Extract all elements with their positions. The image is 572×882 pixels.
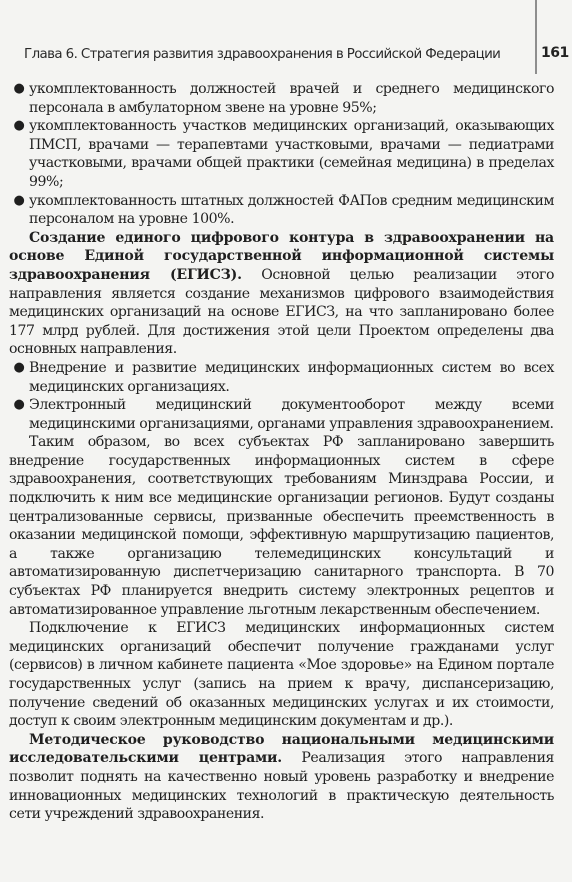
- section-text: Основной целью реализации этого направления является создание механизмов цифрового взаимодействия медицинских организаций на основе ЕГИСЗ, на что запланировано более 177 млрд рублей. Для достижения этой цели Проектом определены два основных направления.: [9, 266, 555, 358]
- list-item: [9, 117, 554, 191]
- header-divider: [535, 0, 537, 74]
- list-item: [9, 192, 554, 229]
- page-number: 161: [541, 45, 569, 61]
- bullet-icon: ●: [13, 118, 25, 134]
- section-paragraph-egisz: [9, 229, 554, 359]
- bullet-icon: ●: [13, 359, 25, 375]
- list-item-text: укомплектованность должностей врачей и среднего медицинского персонала в амбулаторном звене на уровне 95%;: [29, 81, 554, 116]
- list-item-text: Электронный медицинский документооборот между всеми медицинскими организациями, органами управления здравоохранением.: [29, 397, 554, 432]
- section-paragraph-research-centers: [9, 731, 554, 824]
- list-item-text: Внедрение и развитие медицинских информационных систем во всех медицинских организациях.: [29, 359, 554, 395]
- paragraph: Подключение к ЕГИСЗ медицинских информационных систем медицинских организаций обеспечит получение гражданами услуг (сервисов) в личном кабинете пациента «Мое здоровье» на Едином портале государственных услуг (запись на прием к врачу, диспансеризацию, получение сведений об оказанных медицинских услугах и их стоимости, доступ к своим электронным медицинским документам и др.).: [9, 620, 554, 730]
- list-item: [9, 80, 554, 117]
- list-item-text: укомплектованность участков медицинских организаций, оказывающих ПМСП, врачами — терапевтами участковыми, врачами — педиатрами участковыми, врачами общей практики (семейная медицина) в пределах 99%;: [29, 118, 554, 190]
- section-text: Реализация этого направления позволит поднять на качественно новый уровень разработку и внедрение инновационных медицинских технологий в практическую деятельность сети учреждений здравоохранения.: [9, 750, 554, 823]
- body-text: [9, 80, 554, 824]
- bullet-icon: ●: [13, 192, 25, 208]
- bullet-icon: ●: [13, 397, 25, 413]
- paragraph: Таким образом, во всех субъектах РФ запланировано завершить внедрение государственных информационных систем в сфере здравоохранения, соответствующих требованиям Минздрава России, и подключить к ним все медицинские организации регионов. Будут созданы централизованные сервисы, призванные обеспечить преемственность в оказании медицинской помощи, эффективную маршрутизацию пациентов, а также организацию телемедицинских консультаций и автоматизированную диспетчеризацию санитарного транспорта. В 70 субъектах РФ планируется внедрить систему электронных рецептов и автоматизированное управление льготным лекарственным обеспечением.: [9, 434, 554, 618]
- list-item-text: укомплектованность штатных должностей ФАПов средним медицинским персоналом на уровне 100%.: [29, 192, 554, 228]
- list-item: [9, 396, 554, 433]
- list-item: [9, 359, 554, 396]
- bullet-icon: ●: [13, 81, 25, 96]
- running-header: Глава 6. Стратегия развития здравоохранения в Российской Федерации: [24, 47, 501, 62]
- section-heading: Создание единого цифрового контура в здравоохранении на основе Единой государственной информационной системы здравоохранения (ЕГИСЗ).: [9, 229, 554, 283]
- section-heading: Методическое руководство национальными медицинскими исследовательскими центрами.: [9, 731, 554, 767]
